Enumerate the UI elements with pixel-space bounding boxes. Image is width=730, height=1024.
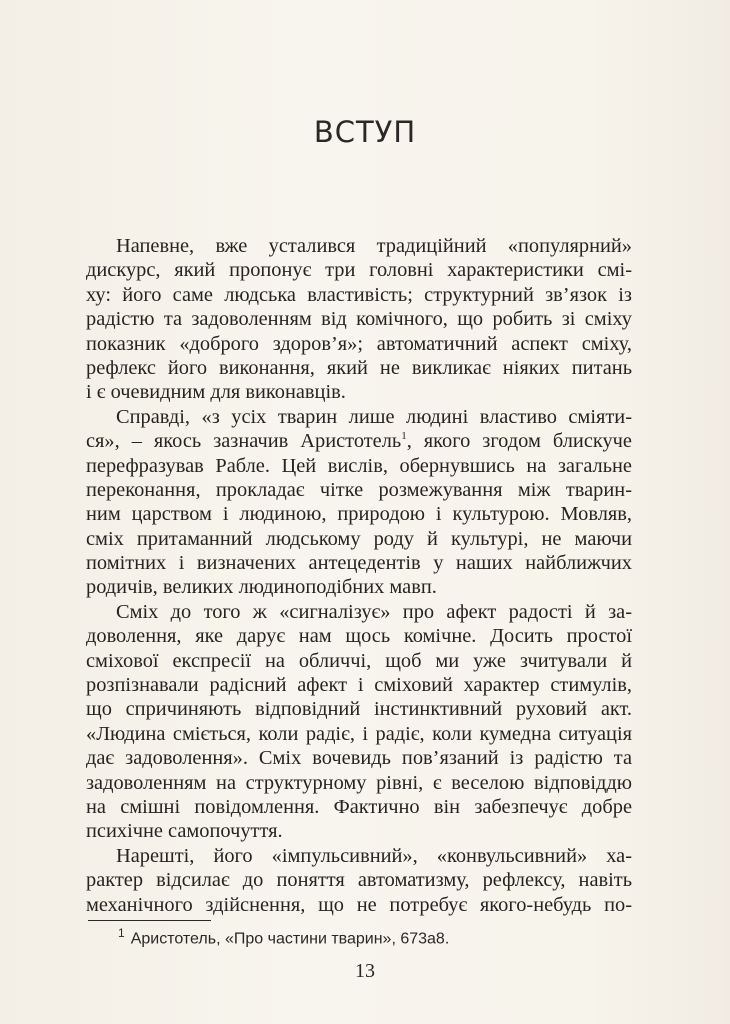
text-line: ним царством і людиною, природою і культурою. Мовляв, [86,503,632,526]
text-line: перефразував Рабле. Цей вислів, обернувшись на загальне [86,454,632,477]
text-line: Нарешті, його «імпульсивний», «конвульсивний» ха- [116,844,632,867]
paragraph-2 [86,405,632,600]
footnote-number: 1 [118,926,125,940]
footnote-divider [88,920,211,921]
text-line: і є очевидним для виконавців. [86,381,346,404]
text-line: розпізнавали радісний афект і сміховий характер стимулів, [86,674,632,697]
text-line: помітних і визначених антецедентів у наших найближчих [86,552,632,575]
paragraph-3 [86,600,632,844]
text-line: Справді, «з усіх тварин лише людині властиво сміяти- [116,405,632,428]
text-line: Напевне, вже усталився традиційний «популярний» [116,235,632,257]
text-line: сміх притаманний людському роду й культурі, не маючи [86,527,632,550]
text-line: дискурс, який пропонує три головні характеристики смі- [86,259,632,282]
text-segment: , якого згодом блискуче [406,430,632,453]
text-line: механічного здійснення, що не потребує якого-небудь по- [86,893,632,916]
paragraph-1 [86,234,632,405]
text-line: доволення, яке дарує нам щось комічне. Досить простої [86,625,632,648]
text-line: «Людина сміється, коли радіє, і радіє, коли кумедна ситуація [86,722,632,745]
text-line: рефлекс його виконання, який не викликає ніяких питань [86,356,632,379]
footnote-text: Аристотель, «Про частини тварин», 673а8. [130,930,450,948]
text-line: радістю та задоволенням від комічного, що робить зі сміху [86,308,632,331]
body-text [86,234,632,917]
text-segment: ся», – якось зазначив Аристотель [86,430,402,453]
footnote [118,926,449,948]
chapter-title: ВСТУП [313,115,417,149]
text-line: психічне самопочуття. [86,820,283,843]
text-line: рактер відсилає до поняття автоматизму, рефлексу, навіть [86,869,632,892]
paragraph-4 [86,844,632,917]
text-line: на смішні повідомлення. Фактично він забезпечує добре [86,795,632,818]
footnote-ref: 1 [401,430,407,443]
text-line: що спричиняють відповідний інстинктивний руховий акт. [86,698,632,721]
text-line: переконання, прокладає чітке розмежування між тварин- [86,478,632,501]
text-line: сміхової експресії на обличчі, щоб ми уже зчитували й [86,649,632,672]
text-line: показник «доброго здоров’я»; автоматичний аспект сміху, [86,332,632,355]
page-number: 13 [355,960,375,982]
text-line: задоволенням на структурному рівні, є веселою відповіддю [86,771,632,794]
text-line-with-footnote [86,429,632,453]
text-line: дає задоволення». Сміх вочевидь пов’язаний із радістю та [86,747,632,770]
text-line: Сміх до того ж «сигналізує» про афект радості й за- [116,600,632,623]
text-line: ху: його саме людська властивість; структурний зв’язок із [86,283,632,306]
text-line: родичів, великих людиноподібних мавп. [86,576,437,599]
